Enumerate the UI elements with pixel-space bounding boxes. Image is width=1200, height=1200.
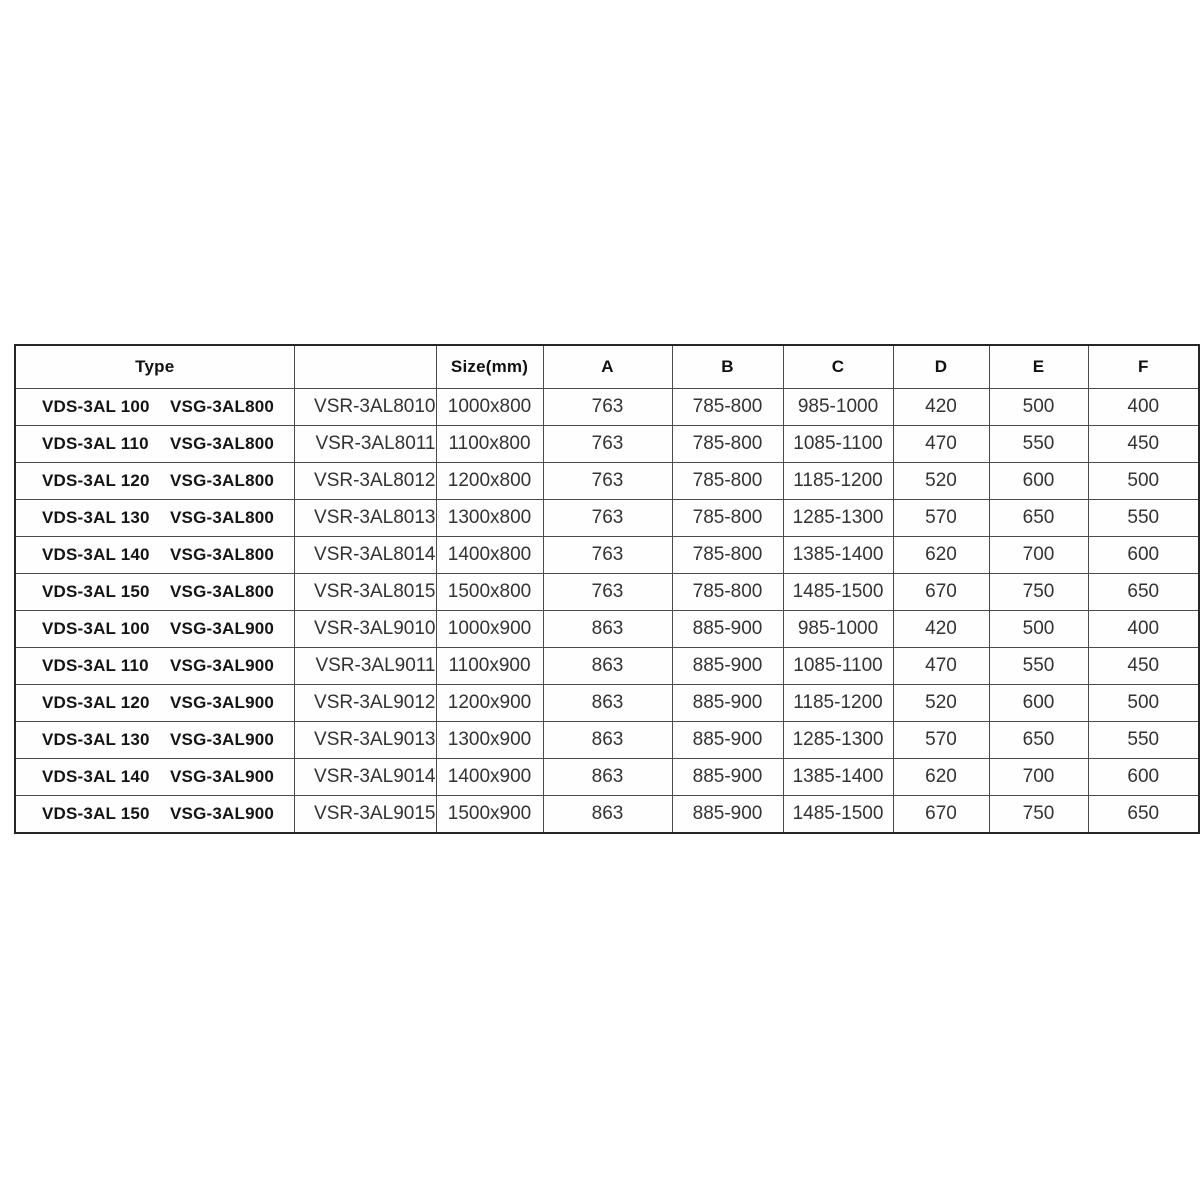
value-f-cell: 450 [1088,648,1199,685]
value-b-cell: 785-800 [672,574,783,611]
value-a-cell: 763 [543,537,672,574]
type-vsg-code: VSG-3AL800 [170,471,275,490]
table-row [15,500,1199,537]
value-e-cell: 700 [989,537,1088,574]
size-cell: 1200x800 [436,463,543,500]
vsr-code-cell: VSR-3AL8013 [294,500,436,537]
table-row [15,759,1199,796]
value-e-cell: 750 [989,574,1088,611]
value-f-cell: 650 [1088,796,1199,834]
value-b-cell: 785-800 [672,500,783,537]
header-f: F [1088,345,1199,389]
vsr-code-cell: VSR-3AL9012 [294,685,436,722]
table-row [15,611,1199,648]
size-cell: 1500x900 [436,796,543,834]
type-vds-code: VDS-3AL 100 [42,397,150,416]
value-e-cell: 700 [989,759,1088,796]
value-e-cell: 600 [989,463,1088,500]
value-e-cell: 600 [989,685,1088,722]
value-f-cell: 400 [1088,389,1199,426]
vsr-code-cell: VSR-3AL9015 [294,796,436,834]
value-f-cell: 650 [1088,574,1199,611]
type-cell [15,759,294,796]
size-cell: 1100x900 [436,648,543,685]
type-cell [15,611,294,648]
value-a-cell: 763 [543,426,672,463]
value-e-cell: 500 [989,389,1088,426]
size-cell: 1500x800 [436,574,543,611]
type-cell [15,426,294,463]
type-vds-code: VDS-3AL 130 [42,508,150,527]
size-cell: 1400x900 [436,759,543,796]
type-cell [15,685,294,722]
type-cell [15,500,294,537]
vsr-code-cell: VSR-3AL8010 [294,389,436,426]
value-f-cell: 550 [1088,500,1199,537]
vsr-code-cell: VSR-3AL9010 [294,611,436,648]
type-cell [15,537,294,574]
value-e-cell: 500 [989,611,1088,648]
value-a-cell: 863 [543,685,672,722]
size-cell: 1100x800 [436,426,543,463]
size-cell: 1400x800 [436,537,543,574]
header-row [15,345,1199,389]
value-e-cell: 550 [989,648,1088,685]
value-f-cell: 550 [1088,722,1199,759]
value-d-cell: 420 [893,389,989,426]
type-vsg-code: VSG-3AL900 [170,619,275,638]
type-vsg-code: VSG-3AL900 [170,656,275,675]
value-b-cell: 785-800 [672,426,783,463]
header-b: B [672,345,783,389]
value-d-cell: 620 [893,759,989,796]
value-a-cell: 863 [543,648,672,685]
value-f-cell: 500 [1088,463,1199,500]
value-c-cell: 1285-1300 [783,722,893,759]
header-e: E [989,345,1088,389]
type-vds-code: VDS-3AL 100 [42,619,150,638]
header-code-empty [294,345,436,389]
vsr-code-cell: VSR-3AL8015 [294,574,436,611]
table-row [15,389,1199,426]
type-vsg-code: VSG-3AL800 [170,397,275,416]
type-vds-code: VDS-3AL 140 [42,767,150,786]
type-vds-code: VDS-3AL 130 [42,730,150,749]
type-vsg-code: VSG-3AL900 [170,767,275,786]
type-cell [15,796,294,834]
value-b-cell: 885-900 [672,759,783,796]
value-b-cell: 785-800 [672,463,783,500]
size-cell: 1000x800 [436,389,543,426]
value-d-cell: 570 [893,722,989,759]
value-c-cell: 1085-1100 [783,426,893,463]
size-cell: 1200x900 [436,685,543,722]
value-f-cell: 450 [1088,426,1199,463]
table-row [15,685,1199,722]
type-vds-code: VDS-3AL 140 [42,545,150,564]
value-a-cell: 863 [543,722,672,759]
type-vsg-code: VSG-3AL900 [170,804,275,823]
value-d-cell: 670 [893,574,989,611]
type-vds-code: VDS-3AL 110 [42,434,149,453]
spec-table [14,344,1200,834]
type-cell [15,389,294,426]
table-row [15,574,1199,611]
table-row [15,537,1199,574]
type-vsg-code: VSG-3AL900 [170,693,275,712]
value-d-cell: 520 [893,463,989,500]
value-e-cell: 650 [989,722,1088,759]
value-b-cell: 885-900 [672,796,783,834]
size-cell: 1300x800 [436,500,543,537]
value-c-cell: 1485-1500 [783,796,893,834]
header-c: C [783,345,893,389]
value-a-cell: 763 [543,389,672,426]
value-f-cell: 600 [1088,537,1199,574]
value-c-cell: 985-1000 [783,389,893,426]
vsr-code-cell: VSR-3AL9013 [294,722,436,759]
header-a: A [543,345,672,389]
value-a-cell: 763 [543,574,672,611]
type-vds-code: VDS-3AL 120 [42,693,150,712]
value-f-cell: 400 [1088,611,1199,648]
vsr-code-cell: VSR-3AL9014 [294,759,436,796]
value-e-cell: 750 [989,796,1088,834]
value-c-cell: 1285-1300 [783,500,893,537]
type-vds-code: VDS-3AL 110 [42,656,149,675]
header-type: Type [15,345,294,389]
value-d-cell: 570 [893,500,989,537]
type-vds-code: VDS-3AL 120 [42,471,150,490]
value-c-cell: 1385-1400 [783,537,893,574]
value-f-cell: 500 [1088,685,1199,722]
value-d-cell: 470 [893,426,989,463]
type-vds-code: VDS-3AL 150 [42,582,150,601]
type-vsg-code: VSG-3AL800 [170,434,275,453]
size-cell: 1300x900 [436,722,543,759]
header-size: Size(mm) [436,345,543,389]
value-b-cell: 885-900 [672,648,783,685]
value-d-cell: 520 [893,685,989,722]
type-cell [15,574,294,611]
value-c-cell: 985-1000 [783,611,893,648]
value-d-cell: 670 [893,796,989,834]
value-a-cell: 763 [543,500,672,537]
value-b-cell: 785-800 [672,389,783,426]
value-b-cell: 885-900 [672,611,783,648]
value-c-cell: 1185-1200 [783,463,893,500]
table-row [15,722,1199,759]
value-e-cell: 550 [989,426,1088,463]
table-row [15,463,1199,500]
type-vsg-code: VSG-3AL800 [170,582,275,601]
value-c-cell: 1485-1500 [783,574,893,611]
value-a-cell: 863 [543,796,672,834]
vsr-code-cell: VSR-3AL8012 [294,463,436,500]
value-a-cell: 863 [543,611,672,648]
vsr-code-cell: VSR-3AL9011 [294,648,436,685]
value-a-cell: 863 [543,759,672,796]
value-d-cell: 420 [893,611,989,648]
size-cell: 1000x900 [436,611,543,648]
value-b-cell: 785-800 [672,537,783,574]
value-d-cell: 620 [893,537,989,574]
vsr-code-cell: VSR-3AL8014 [294,537,436,574]
table-row [15,426,1199,463]
type-vsg-code: VSG-3AL900 [170,730,275,749]
value-d-cell: 470 [893,648,989,685]
value-b-cell: 885-900 [672,685,783,722]
value-c-cell: 1085-1100 [783,648,893,685]
table-row [15,796,1199,834]
table-row [15,648,1199,685]
value-f-cell: 600 [1088,759,1199,796]
type-vds-code: VDS-3AL 150 [42,804,150,823]
value-c-cell: 1385-1400 [783,759,893,796]
value-e-cell: 650 [989,500,1088,537]
value-c-cell: 1185-1200 [783,685,893,722]
type-cell [15,722,294,759]
type-cell [15,463,294,500]
value-a-cell: 763 [543,463,672,500]
type-vsg-code: VSG-3AL800 [170,508,275,527]
value-b-cell: 885-900 [672,722,783,759]
vsr-code-cell: VSR-3AL8011 [294,426,436,463]
type-vsg-code: VSG-3AL800 [170,545,275,564]
header-d: D [893,345,989,389]
type-cell [15,648,294,685]
